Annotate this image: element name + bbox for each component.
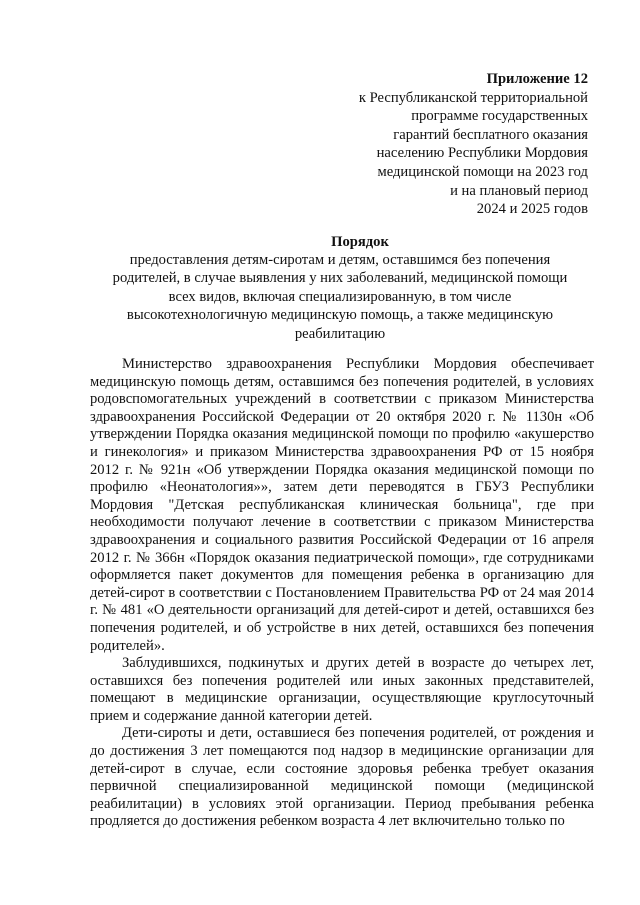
- body-paragraph: Министерство здравоохранения Республики Мордовия обеспечивает медицинскую помощь детям, оставшимся без попечения родителей, в условиях родовспомогательных учреждений в соответствии с приказом Министерства здравоохранения Российской Федерации от 20 октября 2020 г. № 1130н «Об утверждении Порядка оказания медицинской помощи по профилю «акушерство и гинекология» и приказом Министерства здравоохранения РФ от 15 ноября 2012 г. № 921н «Об утверждении Порядка оказания медицинской помощи по профилю «Неонатология»», затем дети переводятся в ГБУЗ Республики Мордовия "Детская республиканская клиническая больница", где при необходимости получают лечение в соответствии с приказом Министерства здравоохранения и социального развития Российской Федерации от 16 апреля 2012 г. № 366н «Порядок оказания педиатрической помощи», где сотрудниками оформляется пакет документов для помещения ребенка в организацию для детей-сирот в соответствии с Постановлением Правительства РФ от 24 мая 2014 г. № 481 «О деятельности организаций для детей-сирот и детей, оставшихся без попечения родителей, и об устройстве в них детей, оставшихся без попечения родителей».: [90, 356, 594, 654]
- subtitle-line: высокотехнологичную медицинскую помощь, а также медицинскую: [126, 307, 554, 324]
- subtitle-line: всех видов, включая специализированную, в том числе: [168, 288, 512, 305]
- annex-line: населению Республики Мордовия: [376, 145, 588, 162]
- annex-line: программе государственных: [411, 108, 588, 125]
- body-paragraph: Заблудившихся, подкинутых и других детей в возрасте до четырех лет, оставшихся без попечения родителей или иных законных представителей, помещают в медицинские организации, осуществляющие круглосуточный прием и содержание данной категории детей.: [90, 655, 594, 724]
- document-subtitle: [80, 251, 600, 343]
- subtitle-line: предоставления детям-сиротам и детям, оставшимся без попечения: [129, 252, 551, 268]
- body-paragraph: Дети-сироты и дети, оставшиеся без попечения родителей, от рождения и до достижения 3 лет помещаются под надзор в медицинские организации для детей-сирот в случае, если состояние здоровья ребенка требует оказания первичной специализированной медицинской помощи (медицинской реабилитации) в условиях этой организации. Период пребывания ребенка продляется до достижения ребенком возраста 4 лет включительно только по: [90, 725, 594, 830]
- subtitle-line: родителей, в случае выявления у них заболеваний, медицинской помощи: [112, 270, 568, 287]
- annex-line: медицинской помощи на 2023 год: [377, 163, 588, 180]
- annex-line: 2024 и 2025 годов: [476, 201, 588, 218]
- subtitle-line: реабилитацию: [294, 325, 386, 342]
- annex-header: [288, 70, 588, 219]
- annex-line: гарантий бесплатного оказания: [393, 126, 588, 143]
- annex-line: и на плановый период: [450, 182, 588, 199]
- annex-title: Приложение 12: [486, 71, 588, 87]
- document-title: Порядок: [331, 234, 389, 250]
- annex-line: к Республиканской территориальной: [358, 89, 588, 106]
- document-body: [90, 356, 594, 831]
